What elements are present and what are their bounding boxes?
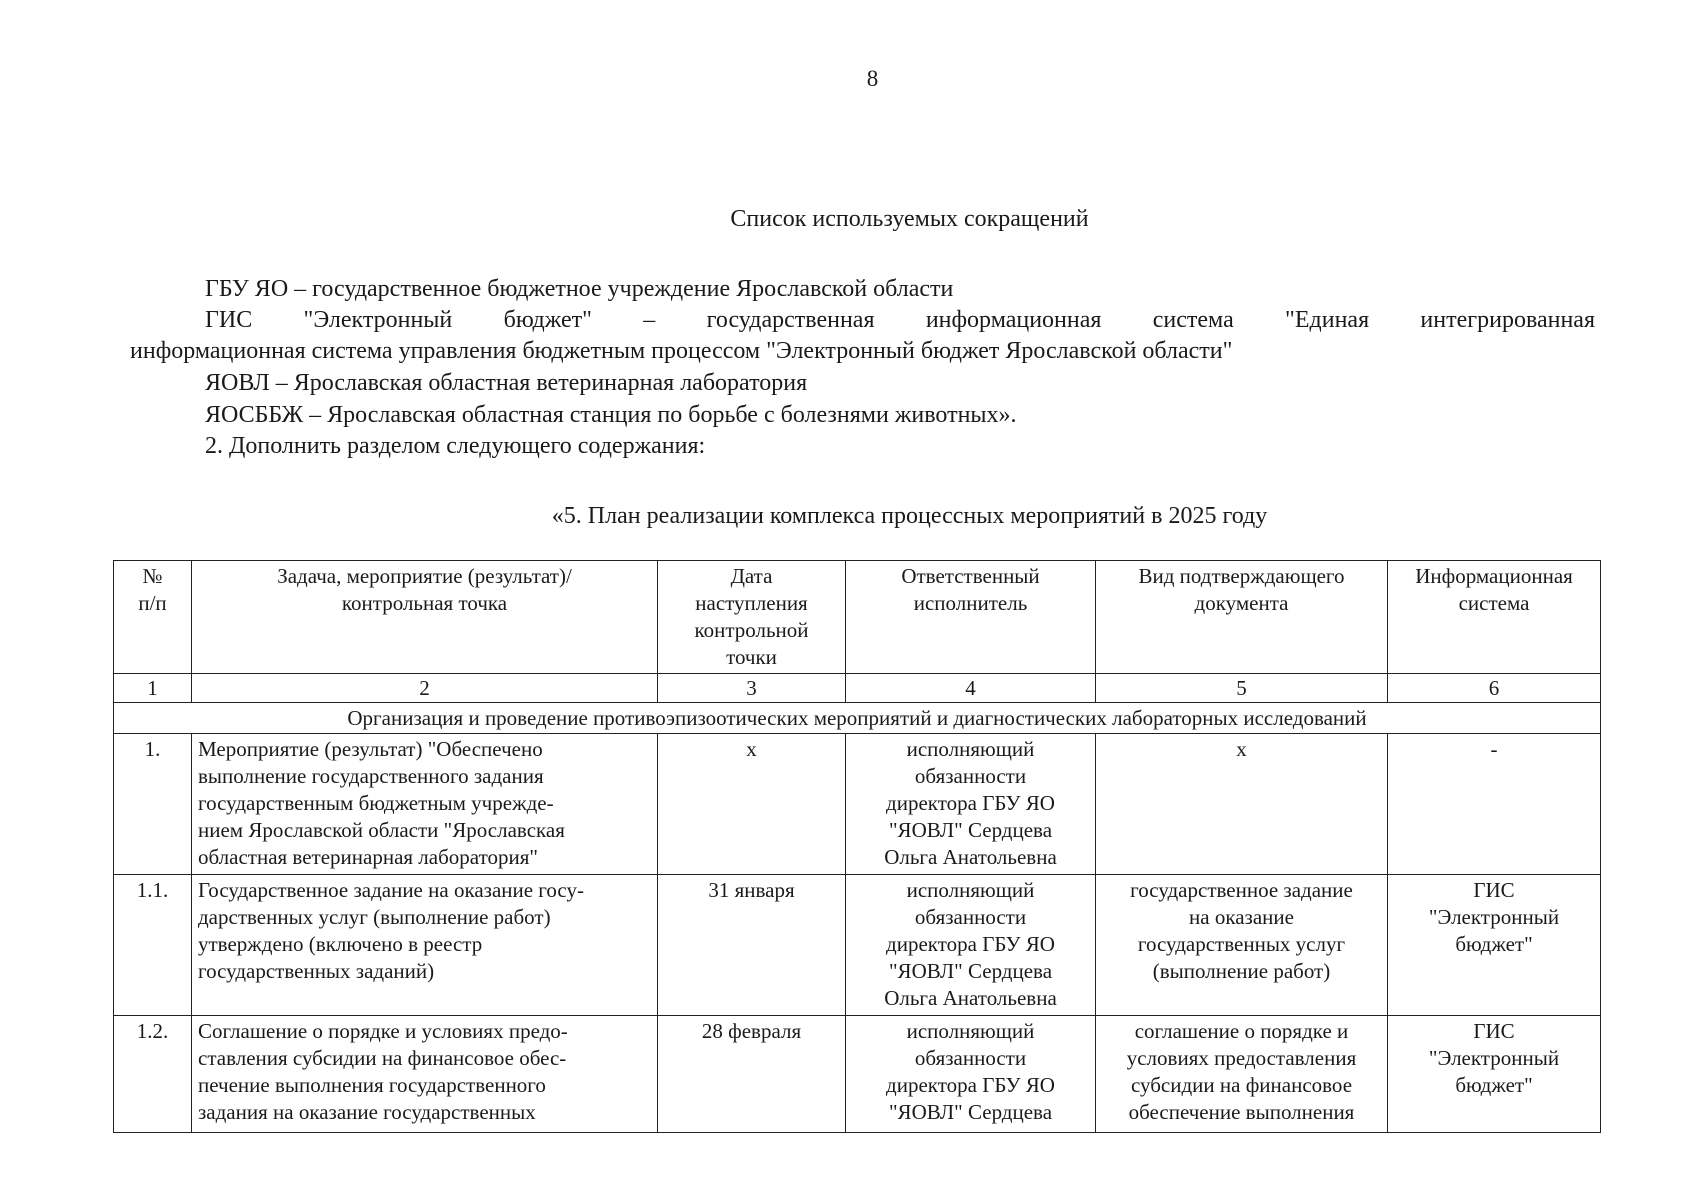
- header-cell: [846, 561, 1096, 674]
- cell-line: "Электронный: [1428, 905, 1560, 929]
- cell-line: -: [1490, 737, 1498, 761]
- row-document: [1096, 1016, 1388, 1133]
- page-number: 8: [866, 66, 879, 91]
- plan-title: «5. План реализации комплекса процессных мероприятий в 2025 году: [551, 503, 1268, 529]
- row-number: 1.2.: [114, 1016, 192, 1133]
- cell-line: утверждено (включено в реестр: [198, 932, 483, 956]
- header-cell: [192, 561, 658, 674]
- cell-line: "ЯОВЛ" Сердцева: [888, 1100, 1053, 1124]
- cell-line: Ольга Анатольевна: [884, 986, 1057, 1010]
- cell-line: Соглашение о порядке и условиях предо-: [198, 1019, 568, 1043]
- table-row: [114, 734, 1601, 875]
- cell-line: Ответственный: [901, 564, 1040, 588]
- cell-line: документа: [1194, 591, 1289, 615]
- cell-line: государственных заданий): [198, 959, 435, 983]
- row-document: [1096, 734, 1388, 875]
- cell-line: п/п: [138, 591, 167, 615]
- section-heading: Организация и проведение противоэпизоотических мероприятий и диагностических лабораторных исследований: [114, 703, 1601, 734]
- row-task: [192, 734, 658, 875]
- row-task: [192, 875, 658, 1016]
- header-cell: [658, 561, 846, 674]
- cell-line: областная ветеринарная лаборатория": [198, 845, 538, 869]
- header-cell: [1096, 561, 1388, 674]
- row-task: [192, 1016, 658, 1133]
- cell-line: обязанности: [914, 905, 1027, 929]
- row-system: [1388, 1016, 1601, 1133]
- cell-line: точки: [726, 645, 777, 669]
- cell-line: х: [1236, 737, 1247, 761]
- header-cell: [114, 561, 192, 674]
- cell-line: условиях предоставления: [1126, 1046, 1357, 1070]
- cell-line: Мероприятие (результат) "Обеспечено: [198, 737, 543, 761]
- row-date: 28 февраля: [658, 1016, 846, 1133]
- cell-line: задания на оказание государственных: [198, 1100, 536, 1124]
- row-responsible: [846, 734, 1096, 875]
- cell-line: Задача, мероприятие (результат)/: [277, 564, 572, 588]
- cell-line: директора ГБУ ЯО: [886, 1073, 1055, 1097]
- cell-line: исполняющий: [906, 878, 1035, 902]
- cell-line: выполнение государственного задания: [198, 764, 544, 788]
- cell-line: ГИС: [1473, 1019, 1515, 1043]
- cell-line: исполняющий: [906, 1019, 1035, 1043]
- abbr-gbu-yao: ГБУ ЯО – государственное бюджетное учреждение Ярославской области: [205, 276, 954, 302]
- cell-line: государственное задание: [1130, 878, 1353, 902]
- cell-line: бюджет": [1455, 1073, 1533, 1097]
- table-row: [114, 1016, 1601, 1133]
- cell-line: соглашение о порядке и: [1134, 1019, 1349, 1043]
- cell-line: ставления субсидии на финансовое обес-: [198, 1046, 567, 1070]
- column-number: 1: [114, 674, 192, 703]
- cell-line: Государственное задание на оказание госу-: [198, 878, 584, 902]
- cell-line: обязанности: [914, 764, 1027, 788]
- section-title: Список используемых сокращений: [730, 206, 1089, 232]
- cell-line: на оказание: [1189, 905, 1294, 929]
- cell-line: №: [142, 564, 163, 588]
- column-number: 4: [846, 674, 1096, 703]
- row-date: 31 января: [658, 875, 846, 1016]
- cell-line: исполнитель: [913, 591, 1028, 615]
- cell-line: обеспечение выполнения: [1128, 1100, 1355, 1124]
- abbr-gis-line2: информационная система управления бюджетным процессом "Электронный бюджет Ярославской области": [130, 338, 1233, 364]
- cell-line: "ЯОВЛ" Сердцева: [888, 818, 1053, 842]
- cell-line: печение выполнения государственного: [198, 1073, 546, 1097]
- header-cell: [1388, 561, 1601, 674]
- cell-line: государственных услуг: [1137, 932, 1346, 956]
- cell-line: Информационная: [1415, 564, 1573, 588]
- column-number-row: [114, 674, 1601, 703]
- abbr-gis-line1: ГИС "Электронный бюджет" – государственная информационная система "Единая интегрированная: [205, 307, 1595, 333]
- table-row: [114, 875, 1601, 1016]
- plan-table: [113, 560, 1601, 1133]
- cell-line: бюджет": [1455, 932, 1533, 956]
- cell-line: "ЯОВЛ" Сердцева: [888, 959, 1053, 983]
- cell-line: наступления: [695, 591, 808, 615]
- cell-line: государственным бюджетным учрежде-: [198, 791, 554, 815]
- column-number: 2: [192, 674, 658, 703]
- cell-line: дарственных услуг (выполнение работ): [198, 905, 551, 929]
- row-system: [1388, 734, 1601, 875]
- table-header-row: [114, 561, 1601, 674]
- item-2-text: 2. Дополнить разделом следующего содержания:: [205, 433, 706, 459]
- column-number: 3: [658, 674, 846, 703]
- cell-line: система: [1458, 591, 1530, 615]
- cell-line: исполняющий: [906, 737, 1035, 761]
- cell-line: (выполнение работ): [1152, 959, 1331, 983]
- cell-line: нием Ярославской области "Ярославская: [198, 818, 565, 842]
- cell-line: Вид подтверждающего: [1138, 564, 1345, 588]
- cell-line: обязанности: [914, 1046, 1027, 1070]
- cell-line: директора ГБУ ЯО: [886, 932, 1055, 956]
- abbr-yaosbbzh: ЯОСББЖ – Ярославская областная станция по борьбе с болезнями животных».: [205, 402, 1017, 428]
- row-responsible: [846, 875, 1096, 1016]
- row-document: [1096, 875, 1388, 1016]
- row-system: [1388, 875, 1601, 1016]
- cell-line: контрольная точка: [341, 591, 508, 615]
- row-number: 1.: [114, 734, 192, 875]
- row-number: 1.1.: [114, 875, 192, 1016]
- abbr-yaovl: ЯОВЛ – Ярославская областная ветеринарная лаборатория: [205, 370, 808, 396]
- cell-line: ГИС: [1473, 878, 1515, 902]
- row-date: х: [658, 734, 846, 875]
- row-responsible: [846, 1016, 1096, 1133]
- section-heading-row: [114, 703, 1601, 734]
- cell-line: контрольной: [694, 618, 809, 642]
- column-number: 6: [1388, 674, 1601, 703]
- cell-line: субсидии на финансовое: [1130, 1073, 1353, 1097]
- cell-line: Дата: [730, 564, 773, 588]
- column-number: 5: [1096, 674, 1388, 703]
- cell-line: Ольга Анатольевна: [884, 845, 1057, 869]
- cell-line: директора ГБУ ЯО: [886, 791, 1055, 815]
- cell-line: "Электронный: [1428, 1046, 1560, 1070]
